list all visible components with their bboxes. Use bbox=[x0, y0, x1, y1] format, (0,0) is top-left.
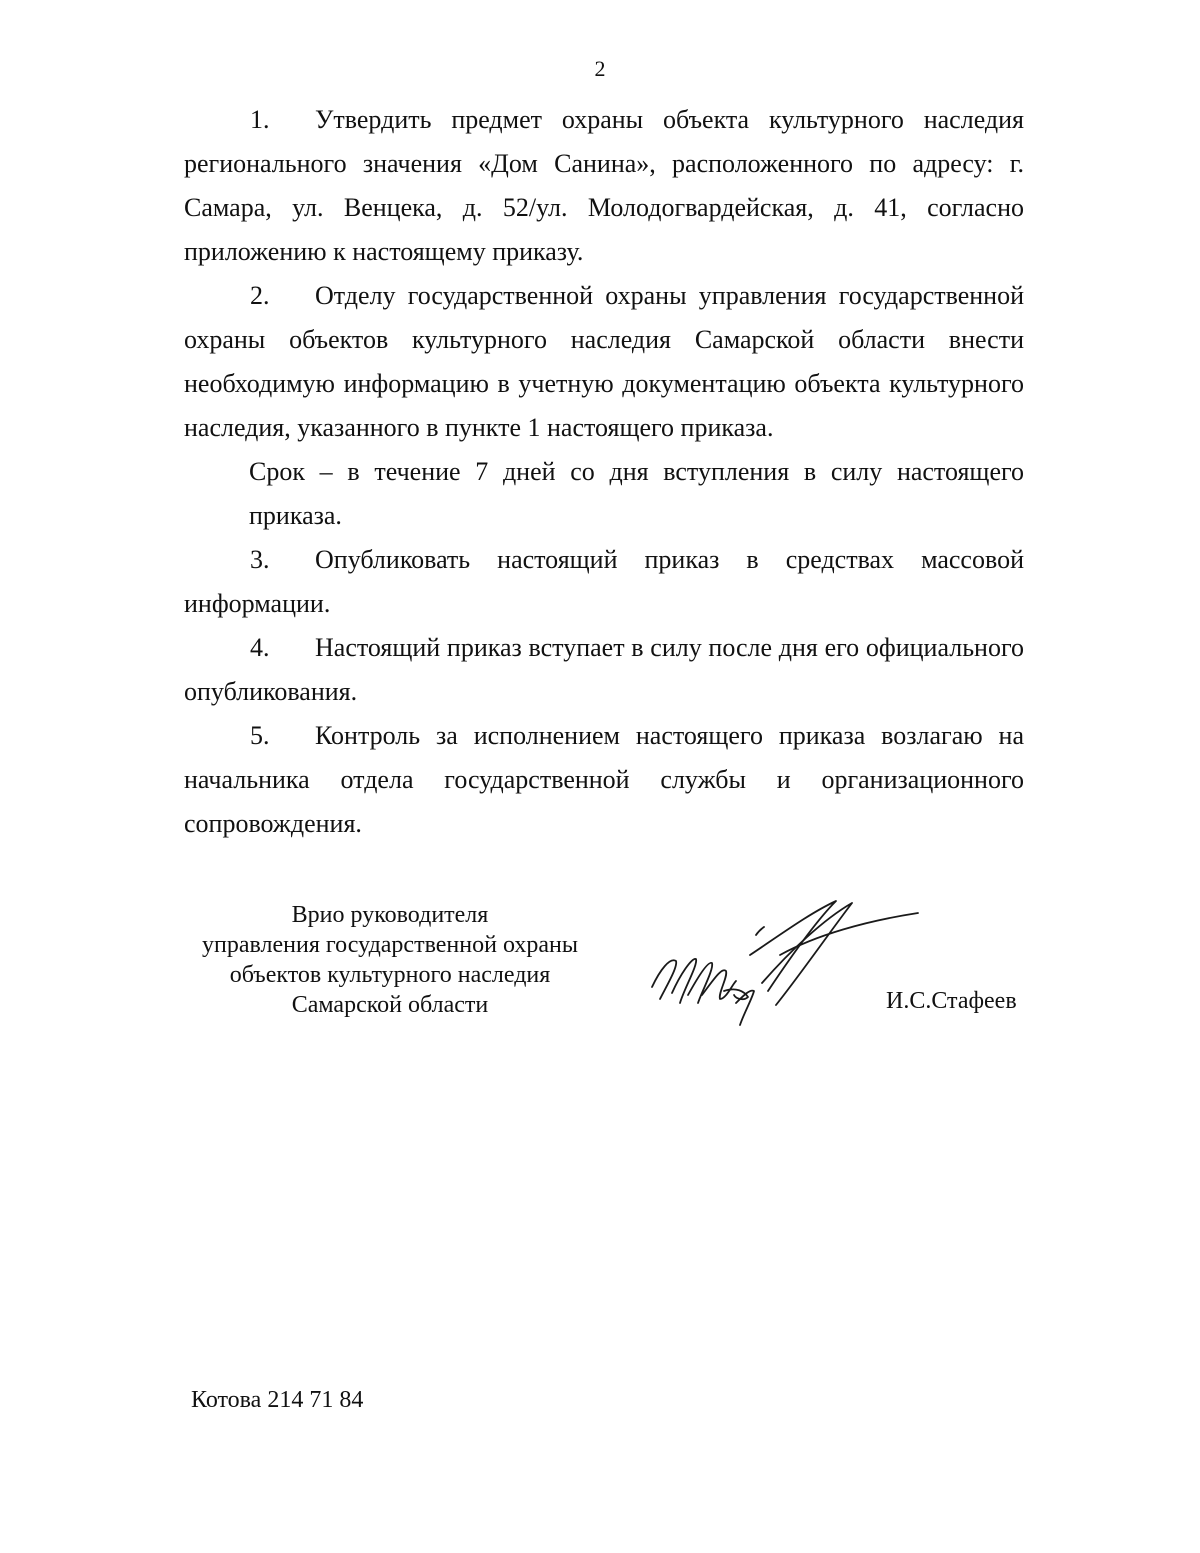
item-number: 5. bbox=[250, 721, 270, 750]
position-line: объектов культурного наследия bbox=[229, 962, 551, 988]
item-number: 1. bbox=[250, 105, 270, 134]
item-text: Отделу государственной охраны управления государственной охраны объектов культурного наследия Самарской области внести необходимую информацию в учетную документацию объекта культурного наследия, указанного в пункте 1 настоящего приказа. bbox=[184, 281, 1024, 442]
item-number: 3. bbox=[250, 545, 270, 574]
executor-contact: Котова 214 71 84 bbox=[191, 1387, 364, 1413]
item-text: Настоящий приказ вступает в силу после дня его официального опубликования. bbox=[184, 633, 1024, 706]
deadline-term: Срок – в течение 7 дней со дня вступления в силу настоящего приказа. bbox=[249, 457, 1024, 530]
position-line: Врио руководителя bbox=[291, 902, 489, 928]
item-number: 2. bbox=[250, 281, 270, 310]
signatory-position bbox=[180, 900, 600, 1020]
position-line: управления государственной охраны bbox=[202, 932, 578, 958]
order-item-3 bbox=[184, 538, 1024, 626]
signer-name: И.С.Стафеев bbox=[886, 988, 1017, 1014]
item-text: Контроль за исполнением настоящего приказа возлагаю на начальника отдела государственной службы и организационного сопровождения. bbox=[184, 721, 1024, 838]
page-number: 2 bbox=[594, 56, 606, 81]
order-item-4 bbox=[184, 626, 1024, 714]
position-line: Самарской области bbox=[291, 992, 489, 1018]
item-number: 4. bbox=[250, 633, 270, 662]
item-text: Опубликовать настоящий приказ в средствах массовой информации. bbox=[184, 545, 1024, 618]
item-text: Утвердить предмет охраны объекта культурного наследия регионального значения «Дом Санина», расположенного по адресу: г. Самара, ул. Венцека, д. 52/ул. Молодогвардейская, д. 41, согласно приложению к настоящему приказу. bbox=[184, 105, 1024, 266]
order-item-1 bbox=[184, 98, 1024, 274]
order-item-5 bbox=[184, 714, 1024, 846]
order-item-2 bbox=[184, 274, 1024, 450]
